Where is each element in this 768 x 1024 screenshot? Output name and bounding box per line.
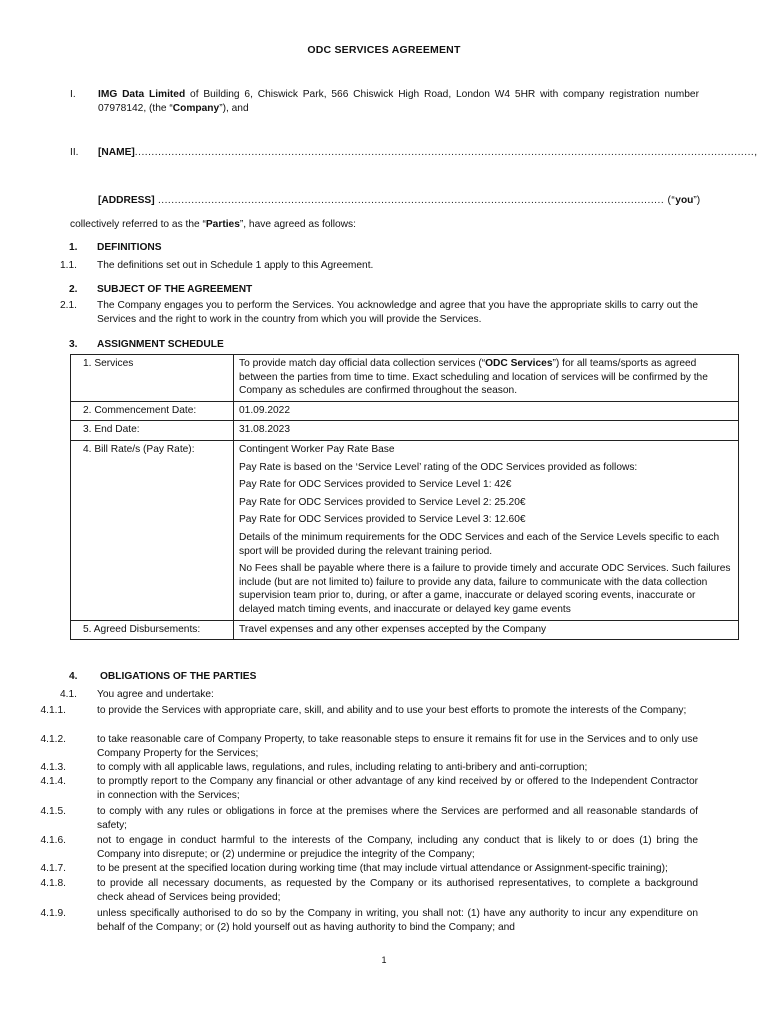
- address-field-dots: ........................................................................................................................................................ (“: [154, 195, 676, 206]
- commencement-date-value: 01.09.2022: [234, 401, 739, 421]
- subclause-text: to take reasonable care of Company Property, to take reasonable steps to ensure it remains fit for use in the Services and to only use Company Property for the Services;: [97, 734, 698, 759]
- pay-rate-base: Contingent Worker Pay Rate Base: [239, 443, 395, 455]
- section-1-number: 1.: [69, 242, 78, 253]
- party-one-text: [98, 88, 699, 116]
- subclause-text: not to engage in conduct harmful to the interests of the Company, including any conduct that is likely to or does (1) bring the Company into disrepute; or (2) undermine or prejudice the integrity of the Company;: [97, 835, 698, 860]
- subclause-number: 4.1.8.: [40, 878, 66, 889]
- party-one-details: of Building 6, Chiswick Park, 566 Chiswick High Road, London W4 5HR with company registration number 07978142, (the “: [98, 89, 699, 114]
- subclause-number: 4.1.1.: [40, 705, 66, 716]
- clause-1-1-number: 1.1.: [60, 260, 77, 271]
- name-field-label: [NAME]: [98, 147, 135, 158]
- service-level-details: Details of the minimum requirements for the ODC Services and each of the Service Levels specific to each sport will be provided during the relevant training period.: [239, 531, 720, 557]
- pay-rate-level-1: Pay Rate for ODC Services provided to Service Level 1: 42€: [239, 479, 512, 491]
- subclause-text: to comply with any rules or obligations in force at the premises where the Services are performed and all reasonable standards of safety;: [97, 806, 698, 831]
- subclause-number: 4.1.3.: [40, 762, 66, 773]
- subclause-text: to be present at the specified location during working time (that may include virtual attendance or Assignment-specific training);: [97, 863, 668, 874]
- clause-1-1-text: The definitions set out in Schedule 1 apply to this Agreement.: [97, 260, 374, 271]
- subclause-number: 4.1.9.: [40, 908, 66, 919]
- schedule-label: 5. Agreed Disbursements:: [71, 620, 234, 640]
- services-text-b: ”) for all teams/sports as agreed between the parties from time to time. Exact scheduling and location of services will be confirmed by the Company as schedules are confirmed throughout the season.: [239, 358, 708, 397]
- section-2-number: 2.: [69, 284, 78, 295]
- party-one-name: IMG Data Limited: [98, 89, 186, 100]
- parties-defined-term: Parties: [205, 219, 240, 230]
- schedule-row-end-date: [71, 421, 739, 441]
- subclause-number: 4.1.6.: [40, 835, 66, 846]
- odc-services-defined-term: ODC Services: [485, 358, 553, 369]
- address-field-label: [ADDRESS]: [98, 195, 155, 206]
- schedule-row-commencement: [71, 401, 739, 421]
- subclause-number: 4.1.5.: [40, 806, 66, 817]
- collective-text-a: collectively referred to as the “: [70, 219, 206, 230]
- party-two-address-line[interactable]: [98, 194, 699, 208]
- schedule-label: 2. Commencement Date:: [71, 401, 234, 421]
- subclause-text: to comply with all applicable laws, regulations, and rules, including relating to anti-bribery and anti-corruption;: [97, 762, 588, 773]
- clause-4-1-text: You agree and undertake:: [97, 689, 214, 700]
- party-two-number: II.: [70, 147, 79, 158]
- section-4-number: 4.: [69, 671, 78, 682]
- clause-2-1-number: 2.1.: [60, 300, 77, 311]
- collective-statement: [70, 218, 700, 232]
- section-3-number: 3.: [69, 339, 78, 350]
- pay-rate-level-2: Pay Rate for ODC Services provided to Service Level 2: 25.20€: [239, 496, 526, 508]
- name-field-dots: ..........................................................................................................................................................................................,: [134, 147, 758, 158]
- schedule-row-services: [71, 355, 739, 402]
- services-text-a: To provide match day official data collection services (“: [239, 358, 486, 369]
- subclause-text: to provide all necessary documents, as requested by the Company or its authorised representatives, to complete a background check ahead of Services being provided;: [97, 878, 698, 903]
- party-one-end: ”), and: [219, 103, 249, 114]
- schedule-row-disbursements: [71, 620, 739, 640]
- subclause-number: 4.1.7.: [40, 863, 66, 874]
- party-two-name-line[interactable]: [98, 146, 758, 160]
- subclause-text: unless specifically authorised to do so by the Company in writing, you shall not: (1) have any authority to incur any expenditure on behalf of the Company; or (2) hold yourself out as having authority to bind the Company; and: [97, 908, 698, 933]
- party-one-number: I.: [70, 89, 76, 100]
- page-number: 1: [381, 955, 387, 965]
- pay-rate-basis: Pay Rate is based on the ‘Service Level’ rating of the ODC Services provided as follows:: [239, 461, 638, 473]
- clause-2-1-text: The Company engages you to perform the Services. You acknowledge and agree that you have the appropriate skills to carry out the Services and the right to work in the country from which you will provide the Services.: [97, 300, 698, 325]
- company-defined-term: Company: [172, 103, 220, 114]
- no-fees-clause: No Fees shall be payable where there is a failure to provide timely and accurate ODC Services. Such failures include (but are not limited to) failure to provide any data, failure to communicate with the data collection supervision team prior to, during, or after a game, inaccurate or delayed scoring events, inaccurate or delayed match timing events, and inaccurate or delayed key game events: [239, 563, 731, 615]
- schedule-label: 1. Services: [71, 355, 234, 402]
- pay-rate-level-3: Pay Rate for ODC Services provided to Service Level 3: 12.60€: [239, 514, 526, 526]
- address-end: ”): [693, 195, 701, 206]
- end-date-value: 31.08.2023: [234, 421, 739, 441]
- subclause-text: to provide the Services with appropriate care, skill, and ability and to use your best efforts to promote the interests of the Company;: [97, 705, 687, 716]
- bill-rate-value: [234, 440, 739, 620]
- section-4-title: OBLIGATIONS OF THE PARTIES: [100, 671, 257, 682]
- schedule-label: 4. Bill Rate/s (Pay Rate):: [71, 440, 234, 620]
- clause-4-1-number: 4.1.: [60, 689, 77, 700]
- disbursements-value: Travel expenses and any other expenses accepted by the Company: [234, 620, 739, 640]
- section-1-title: DEFINITIONS: [97, 242, 162, 253]
- assignment-schedule-table: [70, 354, 739, 640]
- schedule-row-bill-rate: [71, 440, 739, 620]
- schedule-value: [234, 355, 739, 402]
- schedule-label: 3. End Date:: [71, 421, 234, 441]
- document-title: ODC SERVICES AGREEMENT: [307, 44, 461, 56]
- subclause-number: 4.1.4.: [40, 776, 66, 787]
- subclause-text: to promptly report to the Company any financial or other advantage of any kind received by or offered to the Independent Contractor in connection with the Services;: [97, 776, 698, 801]
- section-3-title: ASSIGNMENT SCHEDULE: [97, 339, 224, 350]
- collective-text-b: ”, have agreed as follows:: [239, 219, 356, 230]
- you-defined-term: you: [675, 195, 694, 206]
- section-2-title: SUBJECT OF THE AGREEMENT: [97, 284, 253, 295]
- subclause-number: 4.1.2.: [40, 734, 66, 745]
